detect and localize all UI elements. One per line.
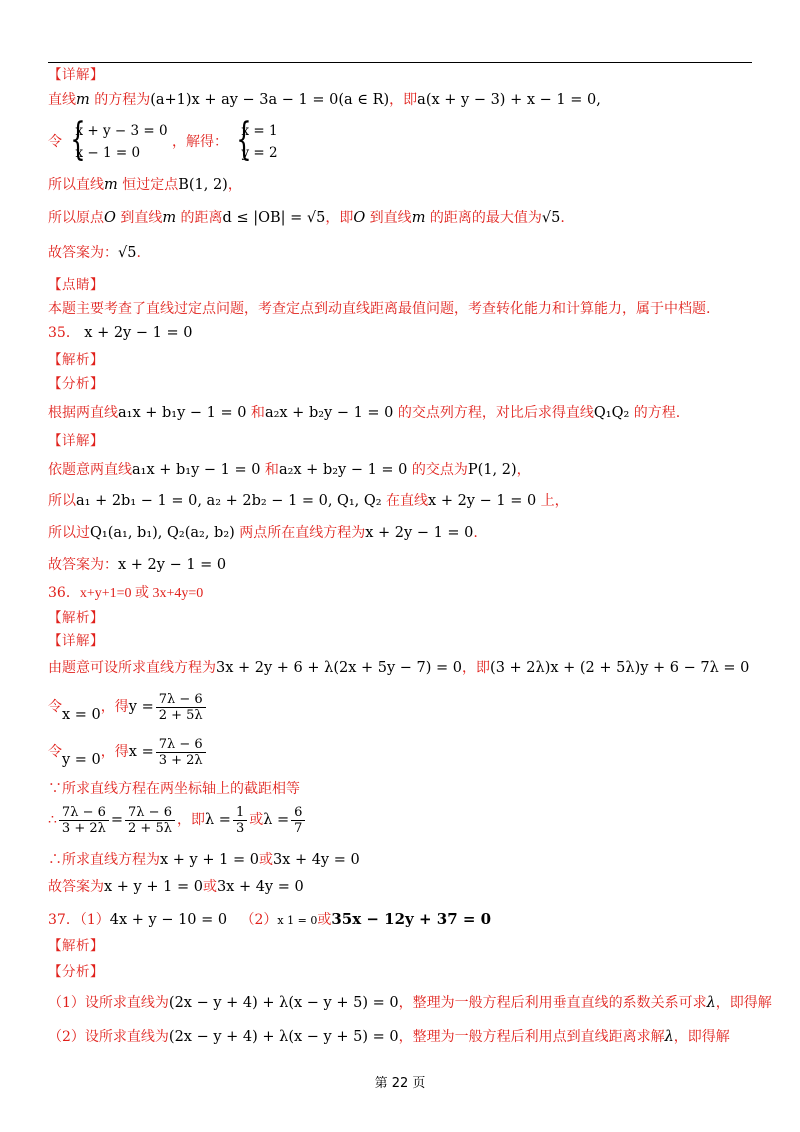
detail-tag: 【详解】	[48, 433, 104, 449]
fenxi-tag: 【分析】	[48, 376, 104, 392]
fraction: $\frac{1}{3}$	[233, 805, 247, 836]
math: √5	[541, 210, 561, 226]
answer-line: 故答案为：√5.	[48, 245, 141, 261]
paragraph: 依题意两直线a₁x + b₁y − 1 = 0 和a₂x + b₂y − 1 = 0 的交点为P(1, 2)，	[48, 462, 531, 478]
fraction: $\frac{7\lambda - 6}{2 + 5\lambda}$	[125, 805, 175, 836]
point-tag: 【点睛】	[48, 277, 104, 293]
question-header: 37．（1）4x + y − 10 = 0 （2）x 1 = 0或35x − 12y + 37 = 0	[48, 910, 492, 928]
detail-tag: 【详解】	[48, 633, 104, 649]
fraction: $\frac{7\lambda - 6}{3 + 2\lambda}$	[59, 805, 109, 836]
equation-system: { x + y − 3 = 0 x − 1 = 0	[66, 120, 167, 164]
paragraph: 所以原点O 到直线m 的距离d ≤ |OB| = √5，即O 到直线m 的距离的最大值为√5.	[48, 210, 565, 226]
paragraph: （1）设所求直线为(2x − y + 4) + λ(x − y + 5) = 0，整理为一般方程后利用垂直直线的系数关系可求λ，即得解	[48, 995, 772, 1011]
fraction: $\frac{7\lambda - 6}{2 + 5\lambda}$	[156, 692, 206, 723]
math: x + 2y − 1 = 0	[84, 325, 193, 341]
paragraph: 本题主要考查了直线过定点问题，考查定点到动直线距离最值问题，考查转化能力和计算能力，属于中档题.	[48, 301, 711, 317]
paragraph: ∴所求直线方程为x + y + 1 = 0或3x + 4y = 0	[48, 852, 360, 868]
detail-tag: 【详解】	[48, 67, 104, 83]
jiexi-tag: 【解析】	[48, 610, 104, 626]
paragraph: 所以直线m 恒过定点B(1, 2)，	[48, 177, 242, 193]
page-number: 第 22 页	[374, 1076, 426, 1091]
math: B(1, 2)	[178, 177, 228, 193]
paragraph: 所以过Q₁(a₁, b₁), Q₂(a₂, b₂) 两点所在直线方程为x + 2y − 1 = 0.	[48, 525, 478, 541]
header-rule	[48, 62, 752, 63]
paragraph: ∴ $\frac{7\lambda - 6}{3 + 2\lambda}$ = $\frac{7\lambda - 6}{2 + 5\lambda}$ ，即λ = $\frac{1}{3}$ 或λ = $\frac{6}{7}$	[48, 803, 307, 837]
answer-line: 故答案为：x + 2y − 1 = 0	[48, 557, 227, 573]
paragraph: （2）设所求直线为(2x − y + 4) + λ(x − y + 5) = 0，整理为一般方程后利用点到直线距离求解λ，即得解	[48, 1029, 730, 1045]
answer-line: 故答案为x + y + 1 = 0或3x + 4y = 0	[48, 879, 304, 895]
fraction: $\frac{6}{7}$	[291, 805, 305, 836]
paragraph: 直线m 的方程为(a+1)x + ay − 3a − 1 = 0(a ∈ R)，即a(x + y − 3) + x − 1 = 0,	[48, 92, 601, 108]
question-header: 35． x + 2y − 1 = 0	[48, 325, 193, 341]
paragraph: 根据两直线a₁x + b₁y − 1 = 0 和a₂x + b₂y − 1 = 0 的交点列方程，对比后求得直线Q₁Q₂ 的方程.	[48, 405, 681, 421]
equation-system: { x = 1 y = 2	[232, 120, 277, 164]
question-header: 36．x+y+1=0 或 3x+4y=0	[48, 585, 204, 601]
math: (a+1)x + ay − 3a − 1 = 0(a ∈ R)	[150, 92, 390, 108]
paragraph: 令 { x + y − 3 = 0 x − 1 = 0 ，解得： { x = 1 y = 2	[48, 120, 278, 164]
fenxi-tag: 【分析】	[48, 964, 104, 980]
fraction: $\frac{7\lambda - 6}{3 + 2\lambda}$	[156, 737, 206, 768]
paragraph: ∵所求直线方程在两坐标轴上的截距相等	[48, 781, 300, 797]
math: d ≤ |OB| = √5	[222, 210, 326, 226]
jiexi-tag: 【解析】	[48, 352, 104, 368]
paragraph: 由题意可设所求直线方程为3x + 2y + 6 + λ(2x + 5y − 7) = 0，即(3 + 2λ)x + (2 + 5λ)y + 6 − 7λ = 0	[48, 660, 750, 676]
math: a(x + y − 3) + x − 1 = 0,	[417, 92, 601, 108]
paragraph: 令y = 0，得x = $\frac{7\lambda - 6}{3 + 2\lambda}$	[48, 735, 208, 769]
paragraph: 所以a₁ + 2b₁ − 1 = 0, a₂ + 2b₂ − 1 = 0, Q₁, Q₂ 在直线x + 2y − 1 = 0 上，	[48, 493, 569, 509]
paragraph: 令x = 0，得y = $\frac{7\lambda - 6}{2 + 5\lambda}$	[48, 690, 208, 724]
jiexi-tag: 【解析】	[48, 938, 104, 954]
math: √5	[118, 245, 137, 261]
